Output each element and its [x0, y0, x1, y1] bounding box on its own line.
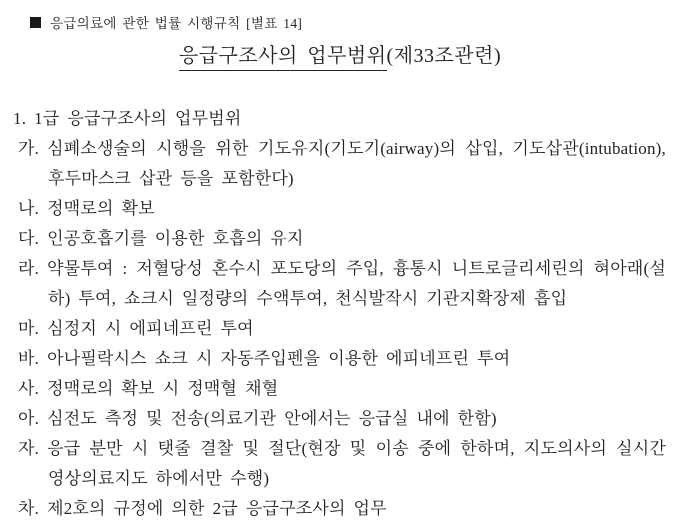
list-item-ba — [13, 344, 666, 374]
document-body — [13, 104, 666, 524]
item-label: 차. — [18, 499, 40, 518]
list-item-ma — [13, 314, 666, 344]
item-text: 인공호흡기를 이용한 호흡의 유지 — [47, 229, 304, 248]
item-text: 아나필락시스 쇼크 시 자동주입펜을 이용한 에피네프린 투여 — [47, 349, 511, 368]
section-heading: 1. 1급 응급구조사의 업무범위 — [13, 109, 242, 128]
item-text: 약물투여 : 저혈당성 혼수시 포도당의 주입, 흉통시 니트로글리세린의 혀아래(설하) 투여, 쇼크시 일정량의 수액투여, 천식발작시 기관지확장제 흡입 — [47, 259, 666, 308]
item-label: 바. — [18, 349, 40, 368]
list-item-cha — [13, 494, 666, 524]
item-label: 가. — [18, 139, 40, 158]
item-text: 심정지 시 에피네프린 투여 — [47, 319, 254, 338]
document-title-suffix: (제33조관련) — [386, 45, 502, 67]
list-item-ah — [13, 404, 666, 434]
item-text: 정맥로의 확보 시 정맥혈 채혈 — [47, 379, 279, 398]
list-item-da — [13, 224, 666, 254]
document-title-main: 응급구조사의 업무범위 — [179, 39, 387, 71]
list-item-na — [13, 194, 666, 224]
document-header-text: 응급의료에 관한 법률 시행규칙 [별표 14] — [50, 16, 303, 31]
list-item-sa — [13, 374, 666, 404]
item-list — [13, 134, 666, 524]
item-text: 정맥로의 확보 — [47, 199, 155, 218]
list-item-ja — [13, 434, 666, 494]
item-text: 심폐소생술의 시행을 위한 기도유지(기도기(airway)의 삽입, 기도삽관(intubation), 후두마스크 삽관 등을 포함한다) — [47, 139, 666, 188]
item-label: 나. — [18, 199, 40, 218]
item-label: 자. — [18, 439, 40, 458]
list-item-ra — [13, 254, 666, 314]
item-label: 사. — [18, 379, 40, 398]
item-text: 심전도 측정 및 전송(의료기관 안에서는 응급실 내에 한함) — [47, 409, 497, 428]
item-text: 제2호의 규정에 의한 2급 응급구조사의 업무 — [47, 499, 387, 518]
item-label: 마. — [18, 319, 40, 338]
document-title — [0, 39, 680, 71]
item-label: 다. — [18, 229, 40, 248]
item-label: 아. — [18, 409, 40, 428]
document-header — [30, 12, 680, 32]
black-square-icon — [30, 17, 41, 28]
item-label: 라. — [18, 259, 40, 278]
list-item-ga — [13, 134, 666, 194]
item-text: 응급 분만 시 탯줄 결찰 및 절단(현장 및 이송 중에 한하며, 지도의사의 실시간 영상의료지도 하에서만 수행) — [47, 439, 666, 488]
